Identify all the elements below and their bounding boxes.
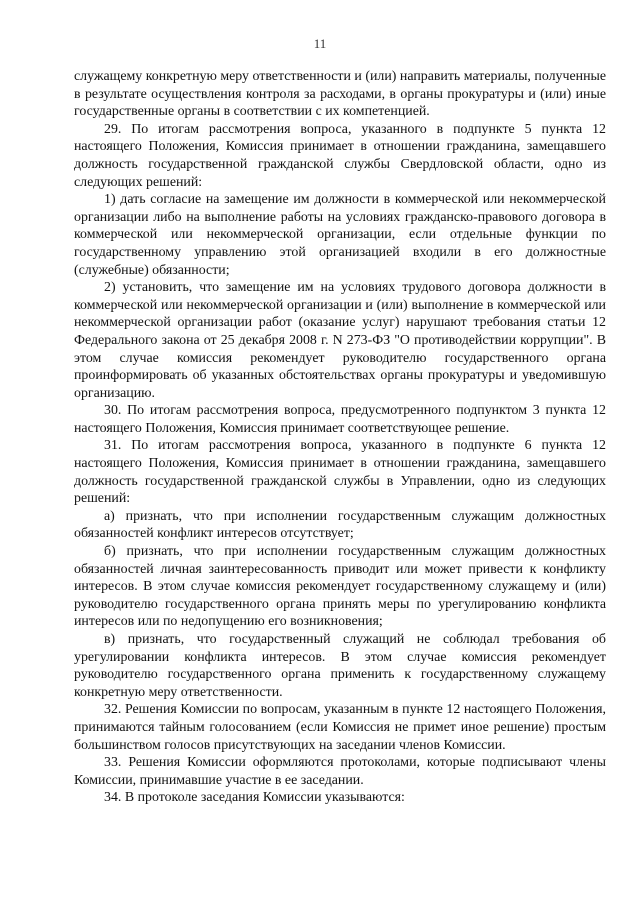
paragraph-30: 30. По итогам рассмотрения вопроса, предусмотренного подпунктом 3 пункта 12 настоящего Положения, Комиссия принимает соответствующее решение. xyxy=(74,403,606,436)
paragraph-29-item-2: 2) установить, что замещение им на условиях трудового договора должности в коммерческой или некоммерческой организации и (или) выполнение в коммерческой или некоммерческой организации работ (оказание услуг) нарушают требования статьи 12 Федерального закона от 25 декабря 2008 г. N 273-ФЗ "О противодействии коррупции". В этом случае комиссия рекомендует руководителю государственного органа проинформировать об указанных обстоятельствах органы прокуратуры и уведомившую организацию. xyxy=(74,280,606,401)
paragraph-33: 33. Решения Комиссии оформляются протоколами, которые подписывают члены Комиссии, принимавшие участие в ее заседании. xyxy=(74,755,606,788)
paragraph-31-item-a: а) признать, что при исполнении государственным служащим должностных обязанностей конфликт интересов отсутствует; xyxy=(74,508,606,542)
paragraph-31: 31. По итогам рассмотрения вопроса, указанного в подпункте 6 пункта 12 настоящего Положения, Комиссия принимает в отношении гражданина, замещавшего должность государственной гражданской службы в Управлении, одно из следующих решений: xyxy=(74,438,606,507)
paragraph-31-item-b: б) признать, что при исполнении государственным служащим должностных обязанностей личная заинтересованность приводит или может привести к конфликту интересов. В этом случае комиссия рекомендует государственному служащему и (или) руководителю государственного органа принять меры по урегулированию конфликта интересов или по недопущению его возникновения; xyxy=(74,544,606,630)
paragraph-31-item-v: в) признать, что государственный служащий не соблюдал требования об урегулировании конфликта интересов. В этом случае комиссия рекомендует руководителю государственного органа применить к государственному служащему конкретную меру ответственности. xyxy=(74,632,606,700)
paragraph-29: 29. По итогам рассмотрения вопроса, указанного в подпункте 5 пункта 12 настоящего Положения, Комиссия принимает в отношении гражданина, замещавшего должность государственной гражданской службы Свердловской области, одно из следующих решений: xyxy=(74,121,606,190)
paragraph-continuation: служащему конкретную меру ответственности и (или) направить материалы, полученные в результате осуществления контроля за расходами, в органы прокуратуры и (или) иные государственные органы в соответствии с их компетенцией. xyxy=(74,69,606,120)
paragraph-32: 32. Решения Комиссии по вопросам, указанным в пункте 12 настоящего Положения, принимаются тайным голосованием (если Комиссия не примет иное решение) простым большинством голосов присутствующих на заседании членов Комиссии. xyxy=(74,702,606,753)
document-body xyxy=(74,68,606,807)
page-number: 11 xyxy=(313,36,327,51)
paragraph-29-item-1: 1) дать согласие на замещение им должности в коммерческой или некоммерческой организации либо на выполнение работы на условиях гражданско-правового договора в коммерческой или некоммерческой организации, если отдельные функции по государственному управлению этой организацией входили в его должностные (служебные) обязанности; xyxy=(74,192,606,278)
paragraph-34: 34. В протоколе заседания Комиссии указываются: xyxy=(104,790,405,806)
